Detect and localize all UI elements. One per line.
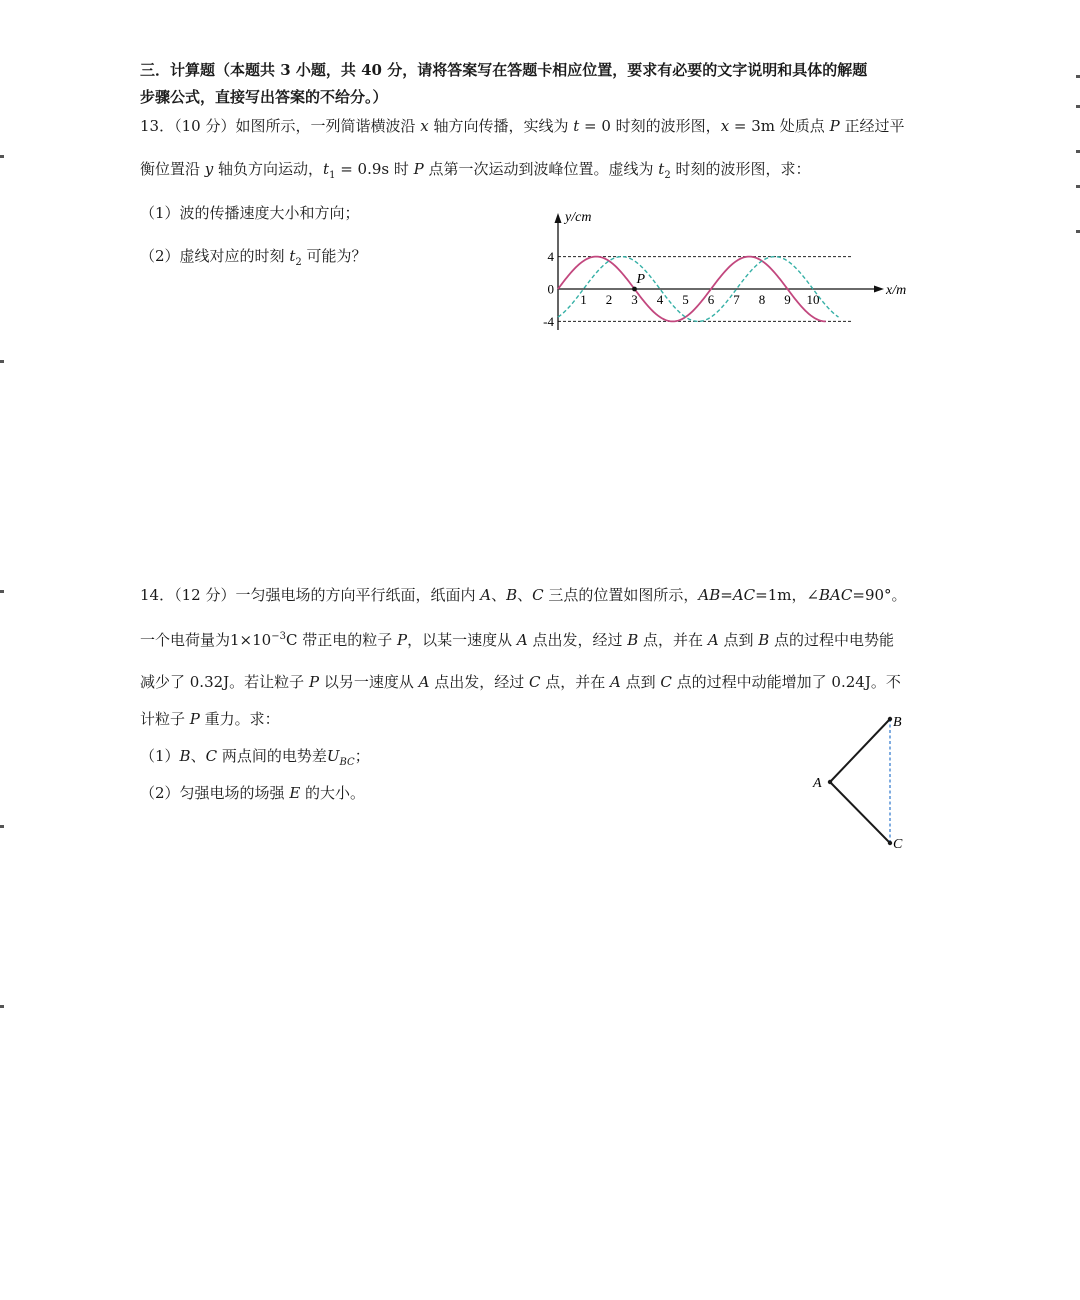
wave-chart: [530, 205, 920, 345]
x-axis-title: x/m: [886, 283, 907, 298]
x-tick-label: 3: [631, 292, 638, 307]
q14-stem-line3: 减少了 0.32J。若让粒子 P 以另一速度从 A 点出发，经过 C 点，并在 A 点到 C 点的过程中动能增加了 0.24J。不: [140, 673, 901, 691]
triangle-diagram: [805, 705, 915, 860]
section-heading-line2: 步骤公式，直接写出答案的不给分。）: [140, 88, 388, 106]
y-axis-title: y/cm: [565, 210, 592, 225]
scan-edge-mark: [1076, 230, 1080, 233]
q14-subquestion-1: （1）B、C 两点间的电势差$U_{BC}$；: [140, 747, 370, 768]
y-tick-label: 4: [547, 249, 554, 265]
x-tick-label: 8: [758, 292, 766, 307]
q14-subquestion-2: （2）匀强电场的场强 E 的大小。: [140, 784, 366, 802]
x-tick-label: 2: [605, 292, 613, 307]
q13-subquestion-2: （2）虚线对应的时刻 $t_2$ 可能为？: [140, 247, 367, 268]
scan-edge-mark: [0, 590, 4, 593]
scan-edge-mark: [1076, 150, 1080, 153]
x-tick-label: 5: [682, 292, 689, 307]
scan-edge-mark: [0, 360, 4, 363]
q14-stem-line2: 一个电荷量为$1\times 10^{-3}C$ 带正电的粒子 P，以某一速度从 A 点出发，经过 B 点，并在 A 点到 B 点的过程中电势能: [140, 631, 895, 649]
x-tick-label: 10: [806, 292, 820, 307]
scan-edge-mark: [1076, 105, 1080, 108]
y-tick-label: -4: [543, 313, 554, 329]
label-a: A: [813, 776, 822, 791]
y-tick-label: 0: [547, 281, 554, 297]
x-tick-label: 6: [707, 292, 715, 307]
segment-ac: [830, 782, 890, 843]
q14-stem-line4: 计粒子 P 重力。求：: [140, 710, 280, 728]
x-tick-label: 4: [656, 292, 664, 307]
q13-subquestion-1: （1）波的传播速度大小和方向；: [140, 204, 360, 222]
q13-stem-line2: 衡位置沿 y 轴负方向运动，$t_1 = 0.9s$ 时 P 点第一次运动到波峰位置。虚线为 $t_2$ 时刻的波形图，求：: [140, 160, 811, 181]
x-axis-arrow: [874, 286, 884, 293]
scan-edge-mark: [0, 155, 4, 158]
x-tick-label: 1: [580, 292, 587, 307]
q14-stem-line1: 14．（12 分）一匀强电场的方向平行纸面，纸面内 A、B、C 三点的位置如图所示，AB=AC=1m，∠BAC=90°。: [140, 586, 907, 604]
scan-edge-mark: [1076, 185, 1080, 188]
point-b-dot: [888, 717, 892, 721]
x-tick-label: 9: [784, 292, 791, 307]
x-tick-label: 7: [733, 292, 740, 307]
segment-ab: [830, 719, 890, 782]
point-c-dot: [888, 841, 892, 845]
point-p-label: P: [636, 272, 646, 287]
label-c: C: [893, 837, 903, 852]
section-heading-line1: 三．计算题（本题共 3 小题，共 40 分，请将答案写在答题卡相应位置，要求有必要的文字说明和具体的解题: [140, 61, 868, 79]
point-p-dot: [632, 287, 637, 292]
scan-edge-mark: [0, 825, 4, 828]
q13-stem-line1: 13．（10 分）如图所示，一列简谐横波沿 x 轴方向传播，实线为 t = 0 时刻的波形图，x = 3m 处质点 P 正经过平: [140, 117, 905, 135]
scan-edge-mark: [0, 1005, 4, 1008]
y-axis-arrow: [555, 213, 562, 223]
point-a-dot: [828, 780, 832, 784]
label-b: B: [893, 715, 902, 730]
scan-edge-mark: [1076, 75, 1080, 78]
